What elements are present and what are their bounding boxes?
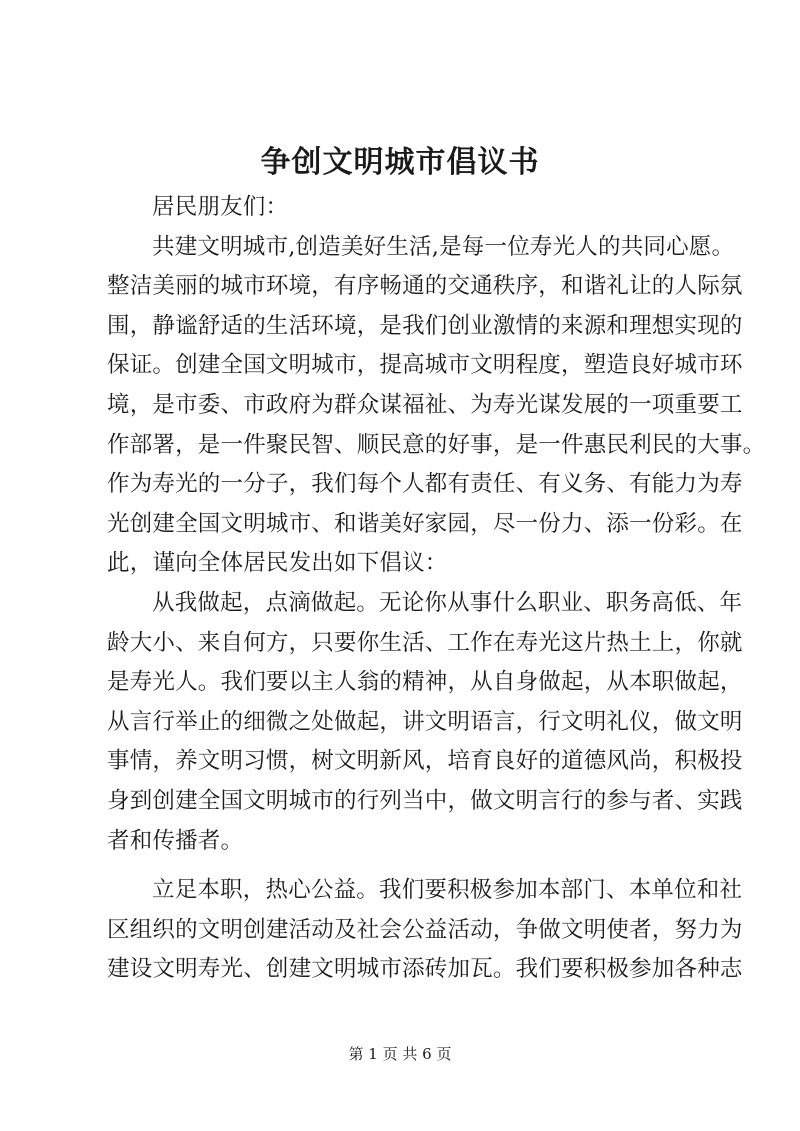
- paragraph-line: 从我做起，点滴做起。无论你从事什么职业、职务高低、年: [152, 589, 743, 616]
- paragraph-line: 共建文明城市,创造美好生活,是每一位寿光人的共同心愿。: [152, 233, 735, 260]
- paragraph-spacer: [107, 861, 707, 871]
- paragraph-line: 此，谨向全体居民发出如下倡议：: [107, 550, 448, 577]
- paragraph-line: 作为寿光的一分子，我们每个人都有责任、有义务、有能力为寿: [107, 471, 743, 498]
- paragraph-line: 从言行举止的细微之处做起，讲文明语言，行文明礼仪，做文明: [107, 708, 743, 735]
- paragraph-line: 事情，养文明习惯，树文明新风，培育良好的道德风尚，积极投: [107, 748, 743, 775]
- greeting-line: 居民朋友们：: [152, 194, 289, 220]
- document-title: 争创文明城市倡议书: [260, 145, 540, 180]
- paragraph-2: [107, 584, 743, 861]
- paragraph-line: 整洁美丽的城市环境，有序畅通的交通秩序，和谐礼让的人际氛: [107, 273, 743, 300]
- paragraph-line: 围，静谧舒适的生活环境，是我们创业激情的来源和理想实现的: [107, 312, 743, 339]
- paragraph-1: [107, 228, 766, 584]
- paragraph-line: 龄大小、来自何方，只要你生活、工作在寿光这片热土上，你就: [107, 629, 743, 656]
- paragraph-line: 身到创建全国文明城市的行列当中，做文明言行的参与者、实践: [107, 787, 743, 814]
- paragraph-line: 立足本职，热心公益。我们要积极参加本部门、本单位和社: [152, 877, 743, 904]
- document-body: [107, 188, 766, 990]
- paragraph-3: [107, 871, 743, 990]
- paragraph-line: 境，是市委、市政府为群众谋福祉、为寿光谋发展的一项重要工: [107, 391, 743, 418]
- paragraph-line: 保证。创建全国文明城市，提高城市文明程度，塑造良好城市环: [107, 352, 743, 379]
- paragraph-line: 光创建全国文明城市、和谐美好家园，尽一份力、添一份彩。在: [107, 510, 743, 537]
- paragraph-line: 者和传播者。: [107, 827, 244, 854]
- page-footer: 第 1 页 共 6 页: [348, 1045, 452, 1063]
- paragraph-line: 建设文明寿光、创建文明城市添砖加瓦。我们要积极参加各种志: [107, 956, 743, 983]
- paragraph-line: 区组织的文明创建活动及社会公益活动，争做文明使者，努力为: [107, 916, 743, 943]
- paragraph-line: 作部署，是一件聚民智、顺民意的好事，是一件惠民利民的大事。: [107, 431, 766, 458]
- paragraph-line: 是寿光人。我们要以主人翁的精神，从自身做起，从本职做起，: [107, 669, 743, 696]
